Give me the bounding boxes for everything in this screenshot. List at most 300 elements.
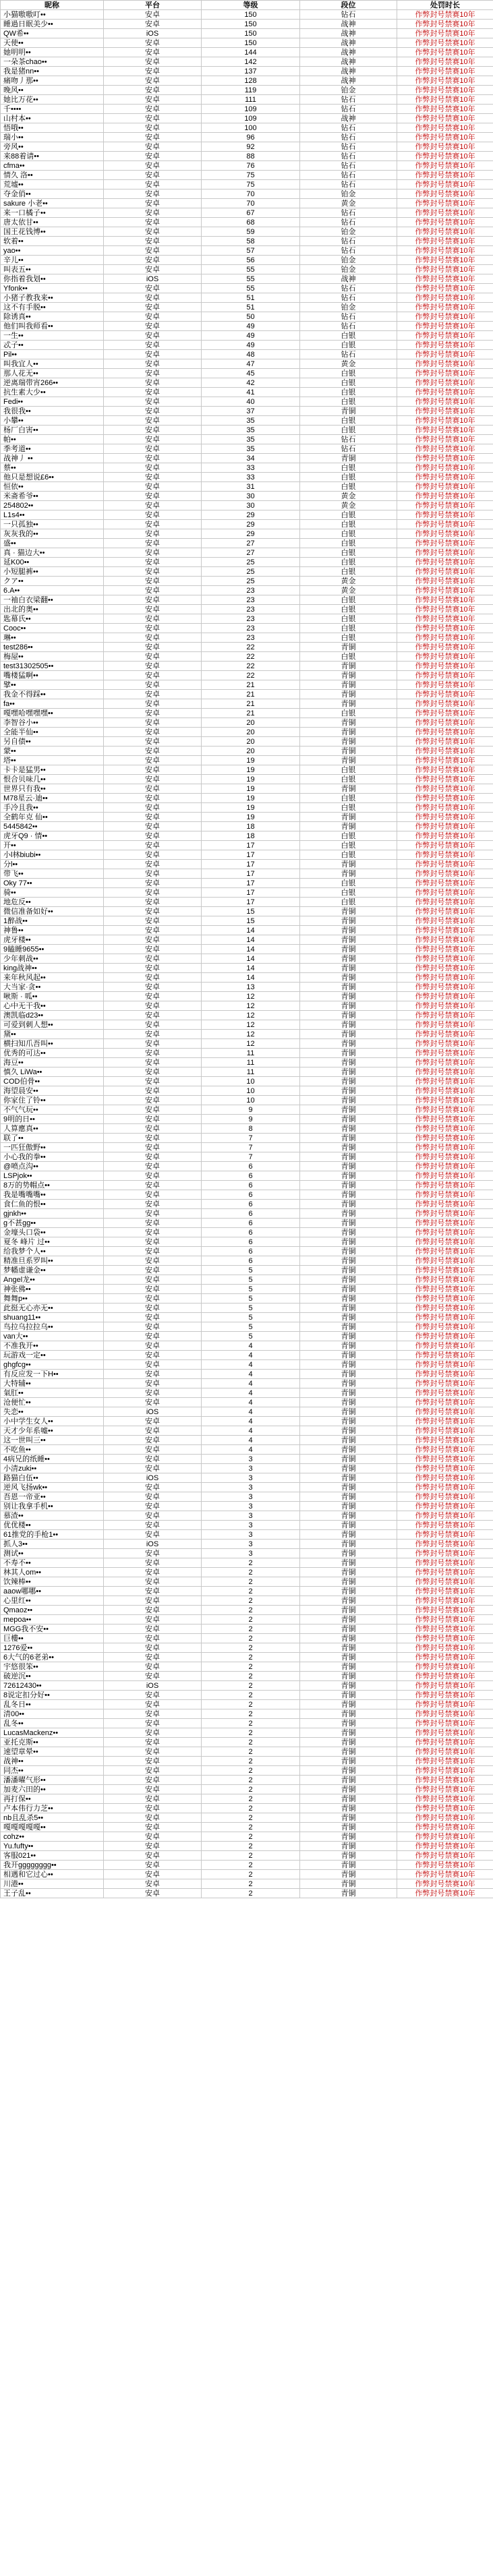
cell-penalty: 作弊封号禁赛10年 (397, 246, 493, 256)
cell-level: 17 (202, 898, 300, 907)
cell-platform: 安卓 (104, 1747, 202, 1757)
cell-penalty: 作弊封号禁赛10年 (397, 1143, 493, 1152)
cell-level: 6 (202, 1171, 300, 1181)
cell-level: 76 (202, 161, 300, 171)
table-row (1, 133, 493, 142)
cell-nickname: g不甚gg•• (1, 1219, 104, 1228)
cell-nickname: 手冷且我•• (1, 803, 104, 813)
cell-penalty: 作弊封号禁赛10年 (397, 1568, 493, 1577)
cell-rank: 青铜 (300, 983, 397, 992)
cell-nickname: 抗生素大少•• (1, 388, 104, 397)
cell-rank: 钻石 (300, 123, 397, 133)
cell-penalty: 作弊封号禁赛10年 (397, 142, 493, 152)
cell-level: 20 (202, 737, 300, 747)
cell-level: 2 (202, 1889, 300, 1898)
cell-level: 23 (202, 586, 300, 595)
cell-nickname: 微信准备如好•• (1, 907, 104, 916)
cell-level: 2 (202, 1832, 300, 1842)
table-row (1, 1558, 493, 1568)
cell-penalty: 作弊封号禁赛10年 (397, 1766, 493, 1776)
column-header-level: 等级 (202, 1, 300, 10)
table-row (1, 454, 493, 463)
cell-rank: 白银 (300, 341, 397, 350)
cell-level: 22 (202, 671, 300, 680)
cell-platform: 安卓 (104, 614, 202, 624)
cell-penalty: 作弊封号禁赛10年 (397, 747, 493, 756)
table-row (1, 860, 493, 869)
cell-level: 2 (202, 1813, 300, 1823)
cell-platform: 安卓 (104, 256, 202, 265)
cell-platform: 安卓 (104, 1889, 202, 1898)
cell-rank: 白银 (300, 841, 397, 850)
cell-level: 27 (202, 548, 300, 558)
table-row (1, 114, 493, 123)
table-row (1, 246, 493, 256)
table-row (1, 548, 493, 558)
cell-penalty: 作弊封号禁赛10年 (397, 133, 493, 142)
table-row (1, 1388, 493, 1398)
cell-penalty: 作弊封号禁赛10年 (397, 699, 493, 709)
cell-nickname: 一只孤独•• (1, 520, 104, 529)
cell-rank: 青铜 (300, 954, 397, 964)
cell-level: 92 (202, 142, 300, 152)
cell-rank: 青铜 (300, 756, 397, 765)
cell-nickname: 给我梦个人•• (1, 1247, 104, 1256)
cell-level: 6 (202, 1190, 300, 1200)
cell-platform: 安卓 (104, 1672, 202, 1681)
cell-penalty: 作弊封号禁赛10年 (397, 945, 493, 954)
table-row (1, 973, 493, 983)
cell-penalty: 作弊封号禁赛10年 (397, 161, 493, 171)
cell-rank: 白银 (300, 473, 397, 482)
cell-rank: 青铜 (300, 1870, 397, 1879)
cell-rank: 钻石 (300, 293, 397, 303)
cell-nickname: Cooc•• (1, 624, 104, 633)
cell-penalty: 作弊封号禁赛10年 (397, 643, 493, 652)
cell-rank: 青铜 (300, 1332, 397, 1341)
cell-nickname: 我是猪nn•• (1, 67, 104, 76)
cell-platform: 安卓 (104, 1294, 202, 1304)
cell-rank: 青铜 (300, 1370, 397, 1379)
cell-penalty: 作弊封号禁赛10年 (397, 1492, 493, 1502)
cell-level: 23 (202, 614, 300, 624)
cell-rank: 青铜 (300, 1766, 397, 1776)
cell-level: 15 (202, 907, 300, 916)
cell-penalty: 作弊封号禁赛10年 (397, 48, 493, 57)
table-row (1, 1360, 493, 1370)
cell-platform: 安卓 (104, 1879, 202, 1889)
cell-rank: 青铜 (300, 869, 397, 879)
cell-platform: 安卓 (104, 1662, 202, 1672)
column-header-penalty: 处罚时长 (397, 1, 493, 10)
cell-nickname: 梅屋•• (1, 652, 104, 662)
cell-level: 55 (202, 274, 300, 284)
cell-platform: 安卓 (104, 1643, 202, 1653)
cell-penalty: 作弊封号禁赛10年 (397, 728, 493, 737)
cell-level: 3 (202, 1540, 300, 1549)
table-row (1, 1294, 493, 1304)
cell-rank: 青铜 (300, 1596, 397, 1606)
cell-nickname: 嘎嘎嘎嘎嘎•• (1, 1823, 104, 1832)
cell-level: 111 (202, 95, 300, 105)
cell-level: 70 (202, 199, 300, 208)
cell-level: 2 (202, 1766, 300, 1776)
cell-rank: 青铜 (300, 916, 397, 926)
cell-level: 40 (202, 397, 300, 407)
cell-penalty: 作弊封号禁赛10年 (397, 322, 493, 331)
cell-rank: 青铜 (300, 1200, 397, 1209)
cell-rank: 白银 (300, 652, 397, 662)
table-row (1, 293, 493, 303)
cell-nickname: 不准我开•• (1, 1341, 104, 1351)
cell-rank: 钻石 (300, 142, 397, 152)
cell-platform: 安卓 (104, 246, 202, 256)
cell-nickname: 匙幕氏•• (1, 614, 104, 624)
cell-nickname: 路猫白伍•• (1, 1473, 104, 1483)
cell-level: 4 (202, 1426, 300, 1436)
cell-platform: 安卓 (104, 756, 202, 765)
cell-penalty: 作弊封号禁赛10年 (397, 935, 493, 945)
cell-nickname: 沧便忙•• (1, 1398, 104, 1407)
cell-level: 14 (202, 964, 300, 973)
cell-level: 2 (202, 1870, 300, 1879)
cell-platform: 安卓 (104, 548, 202, 558)
table-row (1, 1247, 493, 1256)
cell-nickname: 慕渣•• (1, 1511, 104, 1521)
cell-penalty: 作弊封号禁赛10年 (397, 1549, 493, 1558)
cell-nickname: 小猫嗷嗷叮•• (1, 10, 104, 20)
table-row (1, 38, 493, 48)
cell-rank: 青铜 (300, 1171, 397, 1181)
cell-rank: 青铜 (300, 1483, 397, 1492)
cell-rank: 青铜 (300, 1643, 397, 1653)
table-row (1, 1568, 493, 1577)
cell-nickname: test31302505•• (1, 662, 104, 671)
cell-level: 2 (202, 1842, 300, 1851)
cell-platform: 安卓 (104, 1577, 202, 1587)
cell-rank: 青铜 (300, 964, 397, 973)
cell-level: 58 (202, 237, 300, 246)
cell-penalty: 作弊封号禁赛10年 (397, 1011, 493, 1020)
cell-penalty: 作弊封号禁赛10年 (397, 1615, 493, 1624)
cell-level: 33 (202, 473, 300, 482)
cell-nickname: 荒墟•• (1, 180, 104, 189)
cell-platform: 安卓 (104, 1124, 202, 1134)
cell-platform: 安卓 (104, 1275, 202, 1285)
cell-level: 17 (202, 879, 300, 888)
table-row (1, 123, 493, 133)
table-row (1, 189, 493, 199)
cell-level: 150 (202, 38, 300, 48)
cell-penalty: 作弊封号禁赛10年 (397, 595, 493, 605)
cell-platform: 安卓 (104, 350, 202, 359)
table-row (1, 1473, 493, 1483)
cell-rank: 白银 (300, 888, 397, 898)
table-row (1, 350, 493, 359)
cell-penalty: 作弊封号禁赛10年 (397, 426, 493, 435)
cell-rank: 青铜 (300, 1209, 397, 1219)
cell-nickname: 1276爱•• (1, 1643, 104, 1653)
cell-nickname: 破逆沉•• (1, 1672, 104, 1681)
table-row (1, 1577, 493, 1587)
cell-level: 12 (202, 1020, 300, 1030)
cell-nickname: 山村本•• (1, 114, 104, 123)
cell-level: 51 (202, 293, 300, 303)
cell-rank: 青铜 (300, 1464, 397, 1473)
cell-level: 2 (202, 1738, 300, 1747)
cell-penalty: 作弊封号禁赛10年 (397, 652, 493, 662)
cell-penalty: 作弊封号禁赛10年 (397, 907, 493, 916)
table-row (1, 444, 493, 454)
cell-level: 2 (202, 1615, 300, 1624)
cell-level: 31 (202, 482, 300, 492)
cell-rank: 白银 (300, 595, 397, 605)
cell-rank: 钻石 (300, 95, 397, 105)
cell-penalty: 作弊封号禁赛10年 (397, 256, 493, 265)
cell-penalty: 作弊封号禁赛10年 (397, 510, 493, 520)
cell-nickname: Qmaoz•• (1, 1606, 104, 1615)
cell-nickname: 我金不得踩•• (1, 690, 104, 699)
cell-penalty: 作弊封号禁赛10年 (397, 1823, 493, 1832)
cell-nickname: 灰灰我的•• (1, 529, 104, 539)
cell-nickname: LSPjok•• (1, 1171, 104, 1181)
table-row (1, 935, 493, 945)
cell-rank: 青铜 (300, 699, 397, 709)
cell-rank: 青铜 (300, 1407, 397, 1417)
cell-level: 2 (202, 1681, 300, 1691)
cell-penalty: 作弊封号禁赛10年 (397, 67, 493, 76)
cell-level: 19 (202, 784, 300, 794)
table-row (1, 813, 493, 822)
cell-platform: 安卓 (104, 95, 202, 105)
cell-platform: 安卓 (104, 907, 202, 916)
cell-rank: 白银 (300, 831, 397, 841)
table-row (1, 643, 493, 652)
cell-penalty: 作弊封号禁赛10年 (397, 1322, 493, 1332)
table-row (1, 1757, 493, 1766)
cell-level: 5 (202, 1285, 300, 1294)
cell-rank: 青铜 (300, 1228, 397, 1237)
cell-nickname: 海望晨安•• (1, 1086, 104, 1096)
cell-level: 3 (202, 1549, 300, 1558)
cell-nickname: 带飞•• (1, 869, 104, 879)
cell-penalty: 作弊封号禁赛10年 (397, 199, 493, 208)
cell-rank: 黄金 (300, 586, 397, 595)
cell-platform: 安卓 (104, 388, 202, 397)
cell-platform: 安卓 (104, 1615, 202, 1624)
cell-platform: iOS (104, 1681, 202, 1691)
cell-penalty: 作弊封号禁赛10年 (397, 539, 493, 548)
table-row (1, 1823, 493, 1832)
cell-rank: 青铜 (300, 1020, 397, 1030)
cell-nickname: 少年刺战•• (1, 954, 104, 964)
cell-nickname: COD伯骨•• (1, 1077, 104, 1086)
cell-penalty: 作弊封号禁赛10年 (397, 1398, 493, 1407)
table-row (1, 765, 493, 775)
cell-nickname: 4病兄的纸睡•• (1, 1455, 104, 1464)
column-header-nickname: 昵称 (1, 1, 104, 10)
cell-rank: 青铜 (300, 1247, 397, 1256)
cell-penalty: 作弊封号禁赛10年 (397, 1530, 493, 1540)
table-row (1, 822, 493, 831)
cell-level: 2 (202, 1672, 300, 1681)
cell-nickname: MGG我不安•• (1, 1624, 104, 1634)
table-row (1, 218, 493, 227)
cell-penalty: 作弊封号禁赛10年 (397, 492, 493, 501)
cell-penalty: 作弊封号禁赛10年 (397, 1757, 493, 1766)
cell-nickname: 忒子•• (1, 341, 104, 350)
table-row (1, 841, 493, 850)
cell-rank: 青铜 (300, 1577, 397, 1587)
cell-rank: 青铜 (300, 1237, 397, 1247)
cell-nickname: fa•• (1, 699, 104, 709)
cell-penalty: 作弊封号禁赛10年 (397, 303, 493, 312)
cell-platform: 安卓 (104, 1776, 202, 1785)
cell-rank: 白银 (300, 614, 397, 624)
cell-rank: 青铜 (300, 1134, 397, 1143)
cell-rank: 青铜 (300, 1058, 397, 1067)
cell-nickname: 小清zuki•• (1, 1464, 104, 1473)
cell-rank: 青铜 (300, 690, 397, 699)
cell-nickname: 金壕头口袋•• (1, 1228, 104, 1237)
cell-rank: 青铜 (300, 1001, 397, 1011)
cell-platform: 安卓 (104, 510, 202, 520)
cell-penalty: 作弊封号禁赛10年 (397, 756, 493, 765)
table-row (1, 1322, 493, 1332)
table-row (1, 1813, 493, 1823)
cell-rank: 青铜 (300, 813, 397, 822)
cell-rank: 钻石 (300, 218, 397, 227)
cell-rank: 钻石 (300, 171, 397, 180)
cell-level: 3 (202, 1521, 300, 1530)
cell-platform: 安卓 (104, 926, 202, 935)
cell-level: 4 (202, 1388, 300, 1398)
cell-level: 50 (202, 312, 300, 322)
cell-level: 3 (202, 1483, 300, 1492)
table-row (1, 341, 493, 350)
cell-nickname: yao•• (1, 246, 104, 256)
cell-nickname: 另自债•• (1, 737, 104, 747)
cell-rank: 白银 (300, 850, 397, 860)
cell-nickname: 卡卡是猛男•• (1, 765, 104, 775)
cell-rank: 战神 (300, 29, 397, 38)
cell-level: 34 (202, 454, 300, 463)
table-row (1, 388, 493, 397)
cell-platform: 安卓 (104, 1067, 202, 1077)
table-row (1, 1181, 493, 1190)
cell-penalty: 作弊封号禁赛10年 (397, 1181, 493, 1190)
cell-platform: 安卓 (104, 265, 202, 274)
cell-penalty: 作弊封号禁赛10年 (397, 1304, 493, 1313)
cell-rank: 青铜 (300, 784, 397, 794)
table-row (1, 1615, 493, 1624)
cell-rank: 钻石 (300, 284, 397, 293)
cell-level: 12 (202, 1011, 300, 1020)
cell-platform: 安卓 (104, 1624, 202, 1634)
cell-level: 2 (202, 1719, 300, 1728)
cell-platform: 安卓 (104, 1105, 202, 1115)
cell-level: 2 (202, 1568, 300, 1577)
table-row (1, 1370, 493, 1379)
cell-platform: 安卓 (104, 454, 202, 463)
table-row (1, 1785, 493, 1794)
cell-penalty: 作弊封号禁赛10年 (397, 171, 493, 180)
cell-rank: 青铜 (300, 1426, 397, 1436)
cell-nickname: 海豆•• (1, 1058, 104, 1067)
cell-rank: 青铜 (300, 1653, 397, 1662)
cell-penalty: 作弊封号禁赛10年 (397, 1681, 493, 1691)
table-row (1, 652, 493, 662)
cell-rank: 白银 (300, 558, 397, 567)
cell-penalty: 作弊封号禁赛10年 (397, 992, 493, 1001)
table-row (1, 492, 493, 501)
cell-platform: 安卓 (104, 935, 202, 945)
table-row (1, 690, 493, 699)
cell-platform: 安卓 (104, 435, 202, 444)
cell-nickname: 舞舞p•• (1, 1294, 104, 1304)
cell-nickname: 擘•• (1, 680, 104, 690)
cell-platform: 安卓 (104, 841, 202, 850)
cell-rank: 白银 (300, 605, 397, 614)
cell-platform: 安卓 (104, 133, 202, 142)
cell-platform: 安卓 (104, 152, 202, 161)
cell-nickname: 痛吻丿那•• (1, 76, 104, 86)
cell-penalty: 作弊封号禁赛10年 (397, 529, 493, 539)
cell-nickname: 乱冬•• (1, 1719, 104, 1728)
cell-penalty: 作弊封号禁赛10年 (397, 709, 493, 718)
cell-nickname: 国王花钱博•• (1, 227, 104, 237)
cell-rank: 青铜 (300, 945, 397, 954)
cell-platform: 安卓 (104, 1285, 202, 1294)
table-row (1, 435, 493, 444)
cell-level: 4 (202, 1398, 300, 1407)
cell-penalty: 作弊封号禁赛10年 (397, 1653, 493, 1662)
cell-platform: 安卓 (104, 416, 202, 426)
cell-nickname: Yfonk•• (1, 284, 104, 293)
cell-nickname: nb且乱杀5•• (1, 1813, 104, 1823)
cell-nickname: 王子乱•• (1, 1889, 104, 1898)
cell-platform: 安卓 (104, 180, 202, 189)
cell-penalty: 作弊封号禁赛10年 (397, 813, 493, 822)
table-row (1, 1086, 493, 1096)
cell-level: 3 (202, 1502, 300, 1511)
cell-rank: 青铜 (300, 1851, 397, 1861)
table-row (1, 86, 493, 95)
cell-nickname: 蒙•• (1, 747, 104, 756)
cell-rank: 白银 (300, 416, 397, 426)
cell-rank: 青铜 (300, 1700, 397, 1709)
table-row (1, 303, 493, 312)
table-row (1, 1332, 493, 1341)
column-header-platform: 平台 (104, 1, 202, 10)
cell-level: 2 (202, 1691, 300, 1700)
table-row (1, 1219, 493, 1228)
cell-nickname: 别让我拿手机•• (1, 1502, 104, 1511)
table-row (1, 1719, 493, 1728)
cell-platform: 安卓 (104, 1370, 202, 1379)
cell-platform: 安卓 (104, 123, 202, 133)
cell-platform: 安卓 (104, 57, 202, 67)
cell-platform: 安卓 (104, 916, 202, 926)
cell-platform: 安卓 (104, 1832, 202, 1842)
cell-platform: 安卓 (104, 341, 202, 350)
cell-nickname: 叫我宜人•• (1, 359, 104, 369)
cell-penalty: 作弊封号禁赛10年 (397, 548, 493, 558)
cell-penalty: 作弊封号禁赛10年 (397, 1700, 493, 1709)
cell-rank: 青铜 (300, 1842, 397, 1851)
cell-platform: 安卓 (104, 284, 202, 293)
cell-rank: 青铜 (300, 1549, 397, 1558)
